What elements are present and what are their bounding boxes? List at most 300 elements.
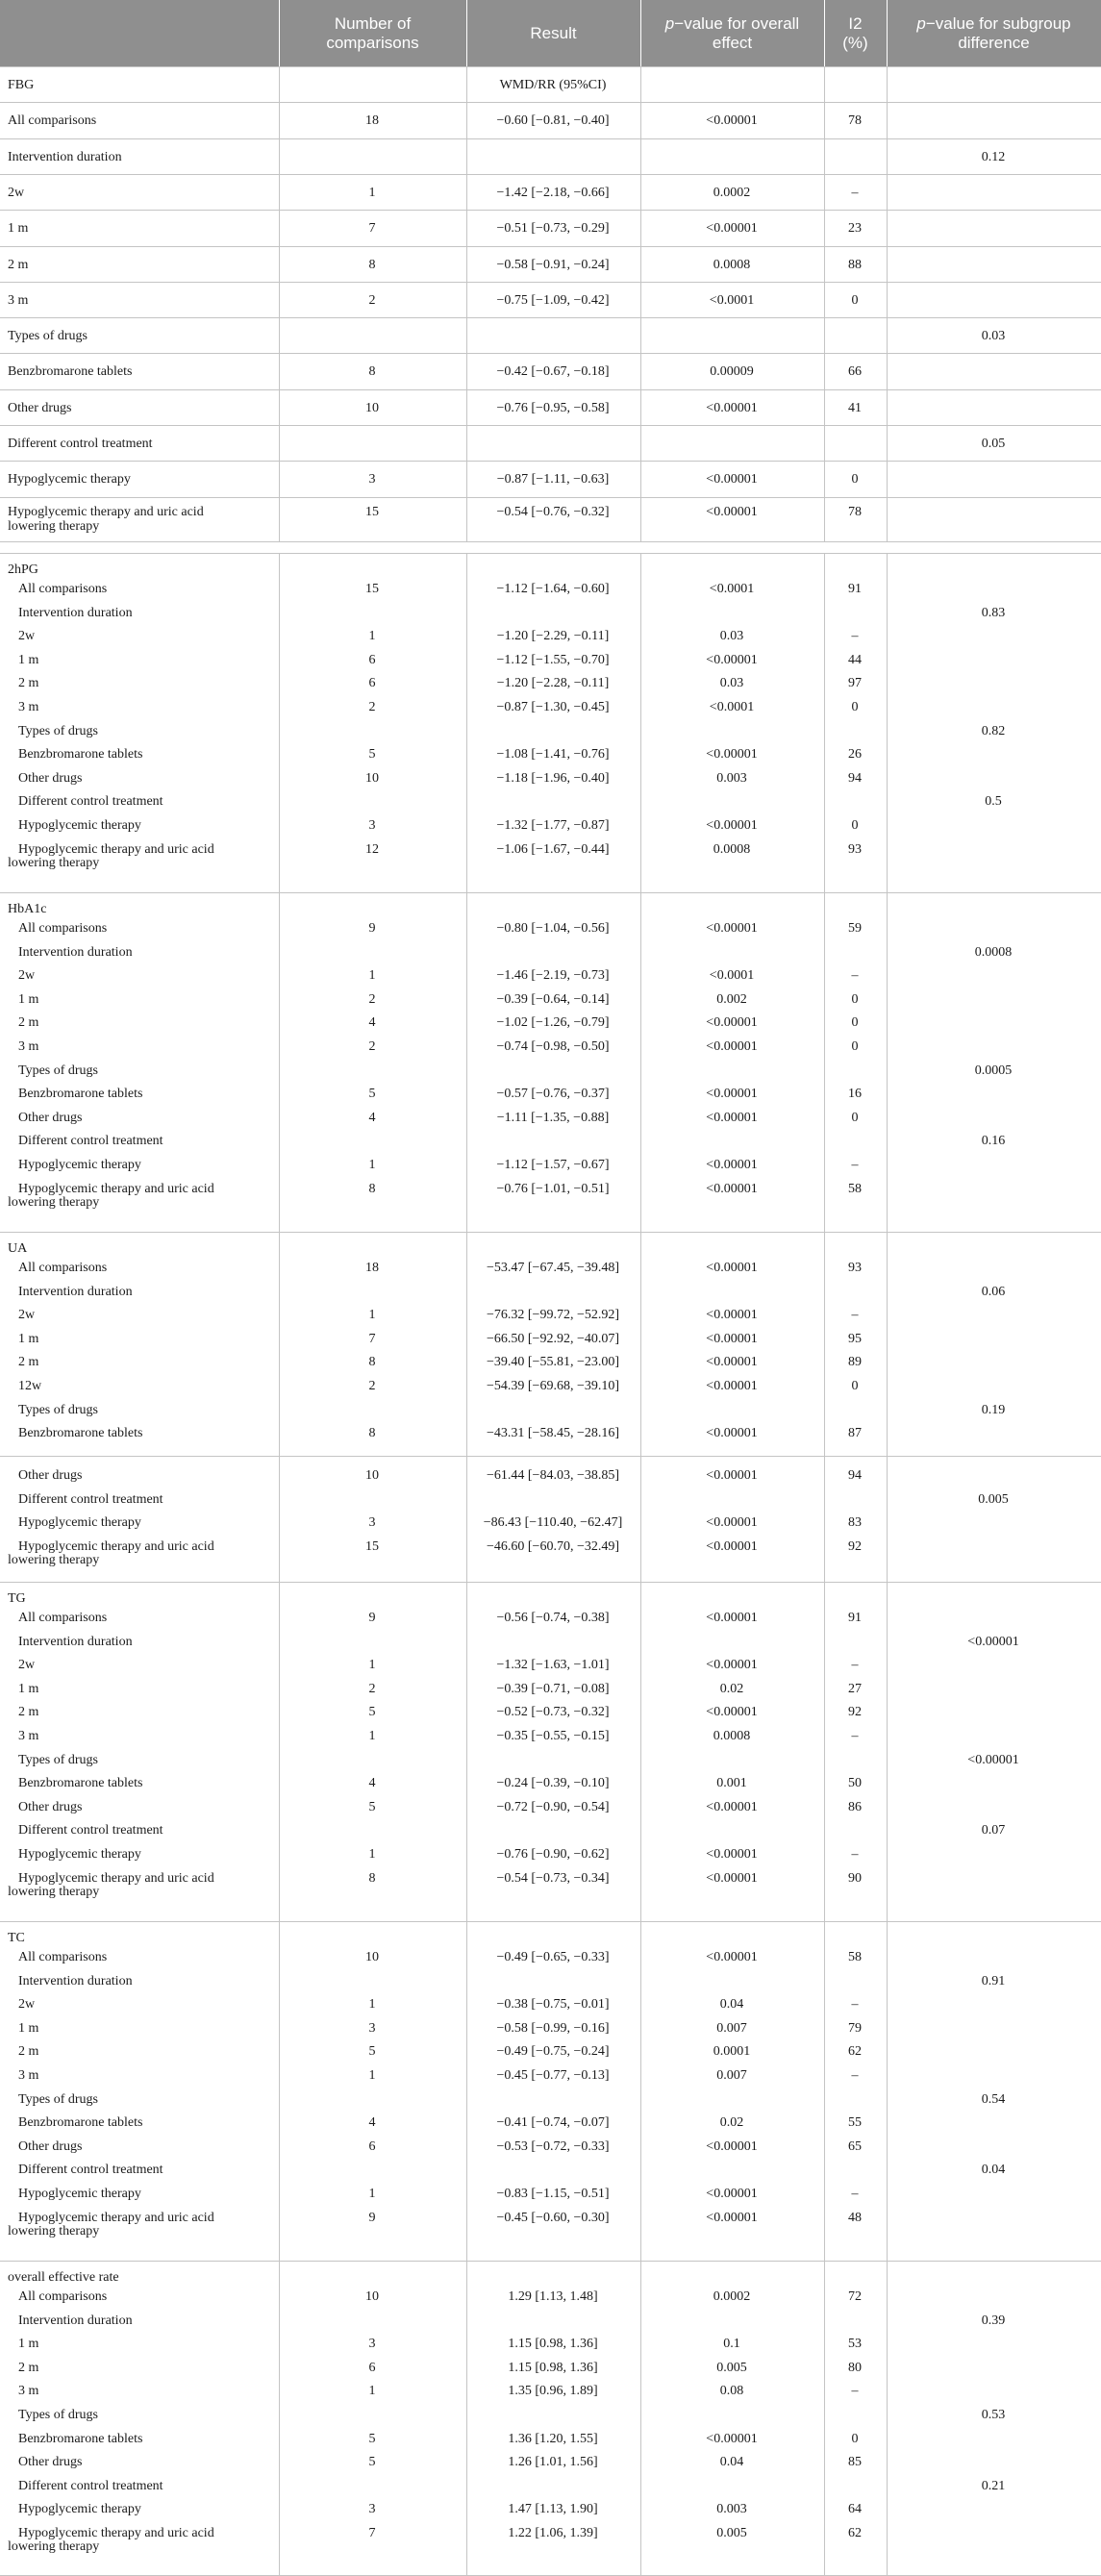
cell-comparisons: 18 [365, 113, 379, 129]
cell-i2: – [851, 1729, 859, 1743]
cell-subgroup: 0.12 [981, 149, 1006, 164]
row-label: Types of drugs [18, 2408, 99, 2422]
row-label: Other drugs [18, 770, 83, 786]
column-divider [466, 66, 467, 541]
row-label: 1 m [18, 1331, 39, 1346]
cell-subgroup: 0.19 [981, 1402, 1006, 1417]
column-divider [887, 1232, 888, 1456]
cell-pvalue: 0.02 [719, 2115, 744, 2131]
cell-comparisons: 2 [368, 292, 376, 308]
cell-comparisons: 1 [368, 1729, 376, 1743]
cell-comparisons: 8 [368, 1355, 376, 1370]
column-divider [279, 1582, 280, 1921]
column-divider [279, 1232, 280, 1456]
cell-result: −1.42 [−2.18, −0.66] [496, 185, 610, 200]
cell-i2: 62 [848, 2526, 862, 2540]
row-label: Different control treatment [18, 2478, 163, 2493]
row-divider [0, 138, 1101, 139]
cell-result: −0.49 [−0.75, −0.24] [496, 2044, 610, 2060]
cell-pvalue: 0.0001 [713, 2044, 751, 2060]
cell-result: −1.20 [−2.28, −0.11] [496, 676, 610, 691]
cell-pvalue: <0.00001 [706, 1870, 758, 1886]
row-divider [0, 317, 1101, 318]
cell-i2: 78 [848, 504, 862, 519]
cell-result: −46.60 [−60.70, −32.49] [486, 1538, 620, 1554]
cell-comparisons: 10 [365, 1950, 379, 1964]
row-label: Hypoglycemic therapy and uric acid [18, 1870, 214, 1886]
cell-comparisons: 8 [368, 364, 376, 380]
row-label: All comparisons [18, 2289, 108, 2304]
cell-comparisons: 2 [368, 1681, 376, 1696]
cell-i2: 16 [848, 1087, 862, 1102]
cell-result: −0.72 [−0.90, −0.54] [496, 1799, 610, 1814]
cell-pvalue: 0.03 [719, 676, 744, 691]
row-label: 2 m [8, 257, 29, 272]
column-divider [887, 66, 888, 541]
row-label: 1 m [8, 221, 29, 237]
cell-pvalue: 0.0008 [713, 1729, 751, 1743]
cell-result: −0.54 [−0.76, −0.32] [496, 504, 610, 519]
header-pvalue: p−value for overall effect [664, 13, 800, 52]
cell-result: 1.15 [0.98, 1.36] [508, 2360, 598, 2375]
cell-i2: 91 [848, 1611, 862, 1625]
row-label: Other drugs [18, 2138, 83, 2154]
cell-result: −1.11 [−1.35, −0.88] [496, 1110, 610, 1125]
cell-comparisons: 1 [368, 1847, 376, 1862]
cell-result: −0.58 [−0.99, −0.16] [496, 2020, 610, 2036]
cell-result: −1.12 [−1.57, −0.67] [496, 1158, 610, 1172]
cell-i2: – [851, 629, 859, 644]
row-label: Different control treatment [18, 1491, 163, 1507]
cell-comparisons: 18 [365, 1261, 379, 1275]
row-label: All comparisons [18, 921, 108, 936]
cell-pvalue: <0.0001 [709, 292, 755, 308]
row-label: Types of drugs [18, 2091, 99, 2107]
cell-pvalue: <0.00001 [706, 504, 758, 519]
cell-result: −0.76 [−1.01, −0.51] [496, 1181, 610, 1196]
column-divider [640, 1456, 641, 1582]
cell-pvalue: <0.00001 [706, 1950, 758, 1964]
cell-pvalue: 0.007 [716, 2020, 747, 2036]
row-label: Hypoglycemic therapy [18, 1158, 141, 1172]
cell-comparisons: 8 [368, 1426, 376, 1441]
row-label-continued: lowering therapy [8, 1552, 100, 1567]
cell-comparisons: 2 [368, 1379, 376, 1393]
cell-comparisons: 1 [368, 1658, 376, 1673]
cell-pvalue: 0.001 [716, 1776, 747, 1791]
cell-subgroup: 0.21 [981, 2478, 1006, 2493]
cell-comparisons: 7 [368, 2526, 376, 2540]
cell-pvalue: <0.00001 [706, 1039, 758, 1054]
cell-pvalue: 0.0002 [713, 2289, 751, 2304]
cell-result: −0.51 [−0.73, −0.29] [496, 221, 610, 237]
cell-comparisons: 5 [368, 1705, 376, 1720]
row-label: Hypoglycemic therapy and uric acid [18, 1538, 214, 1554]
cell-pvalue: <0.00001 [706, 1538, 758, 1554]
cell-comparisons: 10 [365, 1468, 379, 1483]
row-label: Intervention duration [18, 1284, 133, 1299]
column-divider [640, 1232, 641, 1456]
cell-i2: 0 [851, 700, 859, 714]
column-divider [824, 1582, 825, 1921]
column-divider [640, 1921, 641, 2261]
column-divider [466, 1456, 467, 1582]
cell-comparisons: 1 [368, 185, 376, 200]
cell-i2: 26 [848, 747, 862, 763]
row-label-continued: lowering therapy [8, 518, 100, 534]
row-label: Benzbromarone tablets [18, 1776, 143, 1791]
cell-subgroup: 0.07 [981, 1823, 1006, 1838]
table-header [0, 0, 1101, 66]
cell-comparisons: 9 [368, 2210, 376, 2225]
cell-result: 1.35 [0.96, 1.89] [508, 2384, 598, 2399]
column-divider [640, 1582, 641, 1921]
cell-subgroup: 0.05 [981, 437, 1006, 451]
row-label-continued: lowering therapy [8, 2223, 100, 2238]
cell-result: −0.75 [−1.09, −0.42] [496, 292, 610, 308]
cell-comparisons: 2 [368, 700, 376, 714]
row-label: 2 m [18, 676, 39, 691]
cell-result: 1.22 [1.06, 1.39] [508, 2526, 598, 2540]
row-label: Intervention duration [18, 1973, 133, 1988]
row-label: 2w [18, 629, 36, 644]
header-i2: I2 (%) [842, 13, 868, 52]
cell-pvalue: <0.0001 [709, 582, 755, 596]
cell-subgroup: 0.82 [981, 723, 1006, 738]
row-divider [0, 497, 1101, 498]
row-label: 12w [18, 1379, 42, 1393]
row-label: Types of drugs [8, 329, 88, 344]
cell-comparisons: 1 [368, 1997, 376, 2013]
column-divider [824, 1456, 825, 1582]
cell-i2: 44 [848, 652, 862, 667]
cell-comparisons: 10 [365, 2289, 379, 2304]
cell-pvalue: 0.003 [716, 2502, 747, 2517]
cell-subgroup: <0.00001 [967, 1752, 1019, 1767]
cell-comparisons: 1 [368, 1308, 376, 1323]
cell-comparisons: 1 [368, 1158, 376, 1172]
column-divider [887, 1921, 888, 2261]
cell-result: −1.32 [−1.77, −0.87] [496, 818, 610, 833]
cell-subgroup: 0.03 [981, 329, 1006, 344]
row-label: 2 m [18, 1705, 39, 1720]
cell-pvalue: 0.04 [719, 2455, 744, 2470]
cell-comparisons: 3 [368, 472, 376, 488]
cell-pvalue: <0.00001 [706, 1015, 758, 1031]
cell-subgroup: 0.0008 [974, 944, 1013, 960]
column-divider [466, 2261, 467, 2576]
cell-pvalue: <0.00001 [706, 2210, 758, 2225]
column-divider [887, 1582, 888, 1921]
cell-i2: 79 [848, 2020, 862, 2036]
row-divider [0, 1456, 1101, 1457]
cell-i2: 48 [848, 2210, 862, 2225]
cell-comparisons: 3 [368, 818, 376, 833]
cell-result: −0.41 [−0.74, −0.07] [496, 2115, 610, 2131]
cell-pvalue: 0.03 [719, 629, 744, 644]
cell-result: −0.54 [−0.73, −0.34] [496, 1870, 610, 1886]
cell-subgroup: 0.04 [981, 2163, 1006, 2178]
cell-i2: 72 [848, 2289, 862, 2304]
cell-result: −53.47 [−67.45, −39.48] [486, 1261, 620, 1275]
column-divider [887, 892, 888, 1232]
cell-result: −0.60 [−0.81, −0.40] [496, 113, 610, 129]
cell-comparisons: 1 [368, 968, 376, 984]
cell-comparisons: 12 [365, 841, 379, 857]
cell-i2: 94 [848, 770, 862, 786]
section-title: 2hPG [8, 563, 38, 577]
cell-result: 1.36 [1.20, 1.55] [508, 2431, 598, 2446]
cell-result: −54.39 [−69.68, −39.10] [486, 1379, 620, 1393]
cell-result: 1.47 [1.13, 1.90] [508, 2502, 598, 2517]
cell-comparisons: 3 [368, 1515, 376, 1531]
row-label: 2w [18, 1308, 36, 1323]
column-subtitle: WMD/RR (95%CI) [499, 78, 607, 92]
column-divider [887, 553, 888, 892]
cell-result: −0.45 [−0.60, −0.30] [496, 2210, 610, 2225]
cell-i2: 0 [851, 1379, 859, 1393]
section-title: TG [8, 1591, 26, 1606]
row-label: Hypoglycemic therapy and uric acid [18, 2210, 214, 2225]
cell-result: −0.38 [−0.75, −0.01] [496, 1997, 610, 2013]
cell-subgroup: 0.16 [981, 1134, 1006, 1149]
cell-pvalue: <0.0001 [709, 968, 755, 984]
row-divider [0, 461, 1101, 462]
cell-pvalue: <0.00001 [706, 1308, 758, 1323]
row-label: Types of drugs [18, 1752, 99, 1767]
cell-i2: 0 [851, 1110, 859, 1125]
cell-i2: 92 [848, 1705, 862, 1720]
cell-i2: 50 [848, 1776, 862, 1791]
cell-i2: – [851, 968, 859, 984]
row-label: Hypoglycemic therapy [18, 2187, 141, 2201]
cell-result: −1.12 [−1.64, −0.60] [496, 582, 610, 596]
cell-result: −39.40 [−55.81, −23.00] [486, 1355, 620, 1370]
row-label: Intervention duration [18, 944, 133, 960]
header-comparisons: Number of comparisons [326, 13, 419, 52]
cell-pvalue: 0.007 [716, 2068, 747, 2083]
row-divider [0, 541, 1101, 542]
cell-i2: – [851, 1997, 859, 2013]
cell-pvalue: <0.00001 [706, 2138, 758, 2154]
column-divider [824, 66, 825, 541]
row-label: Types of drugs [18, 1402, 99, 1417]
row-label: All comparisons [18, 1950, 108, 1964]
cell-result: −0.39 [−0.64, −0.14] [496, 991, 610, 1007]
cell-pvalue: <0.00001 [706, 1181, 758, 1196]
row-label: 1 m [18, 2337, 39, 2352]
cell-pvalue: <0.00001 [706, 1261, 758, 1275]
cell-result: 1.29 [1.13, 1.48] [508, 2289, 598, 2304]
cell-i2: 65 [848, 2138, 862, 2154]
cell-comparisons: 6 [368, 676, 376, 691]
cell-pvalue: <0.00001 [706, 1847, 758, 1862]
cell-comparisons: 1 [368, 629, 376, 644]
header-result: Result [530, 23, 577, 42]
cell-i2: 55 [848, 2115, 862, 2131]
cell-i2: 83 [848, 1515, 862, 1531]
cell-pvalue: 0.0008 [713, 257, 751, 272]
cell-comparisons: 3 [368, 2337, 376, 2352]
cell-i2: 0 [851, 292, 859, 308]
column-divider [887, 2261, 888, 2576]
section-title: UA [8, 1241, 28, 1256]
column-divider [279, 1921, 280, 2261]
cell-i2: 91 [848, 582, 862, 596]
cell-pvalue: 0.0002 [713, 185, 751, 200]
row-divider [0, 892, 1101, 893]
cell-i2: 87 [848, 1426, 862, 1441]
cell-result: −1.08 [−1.41, −0.76] [496, 747, 610, 763]
row-divider [0, 246, 1101, 247]
row-divider [0, 553, 1101, 554]
cell-comparisons: 9 [368, 1611, 376, 1625]
cell-i2: 93 [848, 1261, 862, 1275]
cell-result: −0.74 [−0.98, −0.50] [496, 1039, 610, 1054]
row-label: Hypoglycemic therapy [18, 1847, 141, 1862]
cell-comparisons: 4 [368, 2115, 376, 2131]
cell-i2: 89 [848, 1355, 862, 1370]
cell-pvalue: <0.00001 [706, 1087, 758, 1102]
column-divider [824, 553, 825, 892]
column-divider [640, 553, 641, 892]
cell-result: −1.02 [−1.26, −0.79] [496, 1015, 610, 1031]
row-label: 3 m [18, 2384, 39, 2399]
cell-comparisons: 5 [368, 2431, 376, 2446]
cell-pvalue: <0.00001 [706, 1331, 758, 1346]
cell-i2: 0 [851, 1015, 859, 1031]
row-label: Hypoglycemic therapy [18, 1515, 141, 1531]
cell-i2: 78 [848, 113, 862, 129]
cell-comparisons: 5 [368, 747, 376, 763]
row-label: 3 m [18, 1729, 39, 1743]
row-label: Benzbromarone tablets [18, 1087, 143, 1102]
cell-comparisons: 5 [368, 1799, 376, 1814]
row-label: 2 m [18, 2044, 39, 2060]
column-divider [824, 2261, 825, 2576]
row-label: 3 m [18, 1039, 39, 1054]
cell-comparisons: 5 [368, 2455, 376, 2470]
cell-pvalue: <0.00001 [706, 1515, 758, 1531]
row-label: Types of drugs [18, 1063, 99, 1078]
row-label: Different control treatment [18, 1134, 163, 1149]
cell-pvalue: <0.00001 [706, 1355, 758, 1370]
cell-result: −1.20 [−2.29, −0.11] [496, 629, 610, 644]
cell-subgroup: 0.91 [981, 1973, 1006, 1988]
row-divider [0, 282, 1101, 283]
cell-i2: 59 [848, 921, 862, 936]
cell-subgroup: 0.0005 [974, 1063, 1013, 1078]
cell-comparisons: 8 [368, 1181, 376, 1196]
cell-i2: – [851, 2068, 859, 2083]
cell-result: −0.83 [−1.15, −0.51] [496, 2187, 610, 2201]
section-title: TC [8, 1931, 25, 1945]
row-label: Different control treatment [18, 794, 163, 810]
cell-pvalue: <0.00001 [706, 400, 758, 415]
row-label: Benzbromarone tablets [18, 2431, 143, 2446]
column-divider [466, 1582, 467, 1921]
cell-result: −1.18 [−1.96, −0.40] [496, 770, 610, 786]
cell-result: −86.43 [−110.40, −62.47] [483, 1515, 623, 1531]
cell-i2: 92 [848, 1538, 862, 1554]
cell-comparisons: 3 [368, 2020, 376, 2036]
column-divider [279, 2261, 280, 2576]
cell-pvalue: <0.00001 [706, 1426, 758, 1441]
column-divider [640, 66, 641, 541]
cell-i2: – [851, 1158, 859, 1172]
cell-i2: 41 [848, 400, 862, 415]
cell-result: −1.32 [−1.63, −1.01] [496, 1658, 610, 1673]
cell-i2: 64 [848, 2502, 862, 2517]
cell-comparisons: 2 [368, 1039, 376, 1054]
row-label: 1 m [18, 652, 39, 667]
cell-result: −0.87 [−1.11, −0.63] [496, 472, 610, 488]
cell-result: −0.57 [−0.76, −0.37] [496, 1087, 610, 1102]
cell-pvalue: <0.00001 [706, 2431, 758, 2446]
row-label: Benzbromarone tablets [18, 2115, 143, 2131]
row-label: 3 m [8, 292, 29, 308]
cell-result: −0.39 [−0.71, −0.08] [496, 1681, 610, 1696]
row-label: Hypoglycemic therapy [8, 472, 131, 488]
column-divider [466, 892, 467, 1232]
row-label: 1 m [18, 2020, 39, 2036]
cell-pvalue: <0.00001 [706, 1611, 758, 1625]
row-label: 2 m [18, 1355, 39, 1370]
cell-subgroup: 0.5 [985, 794, 1002, 810]
row-label: Benzbromarone tablets [18, 747, 143, 763]
cell-pvalue: <0.00001 [706, 652, 758, 667]
row-divider [0, 102, 1101, 103]
cell-comparisons: 5 [368, 1087, 376, 1102]
row-label: 3 m [18, 700, 39, 714]
row-divider [0, 425, 1101, 426]
row-label: Types of drugs [18, 723, 99, 738]
cell-comparisons: 6 [368, 652, 376, 667]
cell-i2: 0 [851, 991, 859, 1007]
section-title: HbA1c [8, 902, 47, 916]
cell-comparisons: 7 [368, 1331, 376, 1346]
cell-pvalue: <0.00001 [706, 1158, 758, 1172]
row-label: Hypoglycemic therapy [18, 2502, 141, 2517]
cell-result: −0.80 [−1.04, −0.56] [496, 921, 610, 936]
cell-pvalue: 0.002 [716, 991, 747, 1007]
section-title: FBG [8, 78, 35, 92]
cell-pvalue: <0.00001 [706, 1379, 758, 1393]
row-label: All comparisons [8, 113, 97, 129]
column-divider [279, 1456, 280, 1582]
cell-pvalue: <0.00001 [706, 1658, 758, 1673]
cell-subgroup: 0.005 [978, 1491, 1009, 1507]
column-divider [824, 1921, 825, 2261]
cell-i2: 23 [848, 221, 862, 237]
cell-subgroup: 0.83 [981, 605, 1006, 620]
cell-pvalue: <0.0001 [709, 700, 755, 714]
cell-comparisons: 8 [368, 1870, 376, 1886]
row-label: 2w [8, 185, 25, 200]
cell-pvalue: <0.00001 [706, 818, 758, 833]
cell-subgroup: 0.53 [981, 2408, 1006, 2422]
row-label: All comparisons [18, 1261, 108, 1275]
cell-i2: – [851, 185, 859, 200]
cell-comparisons: 7 [368, 221, 376, 237]
cell-subgroup: <0.00001 [967, 1634, 1019, 1649]
cell-comparisons: 3 [368, 2502, 376, 2517]
cell-result: −0.56 [−0.74, −0.38] [496, 1611, 610, 1625]
cell-result: −0.45 [−0.77, −0.13] [496, 2068, 610, 2083]
cell-result: −0.24 [−0.39, −0.10] [496, 1776, 610, 1791]
cell-pvalue: 0.0008 [713, 841, 751, 857]
cell-pvalue: 0.1 [723, 2337, 740, 2352]
